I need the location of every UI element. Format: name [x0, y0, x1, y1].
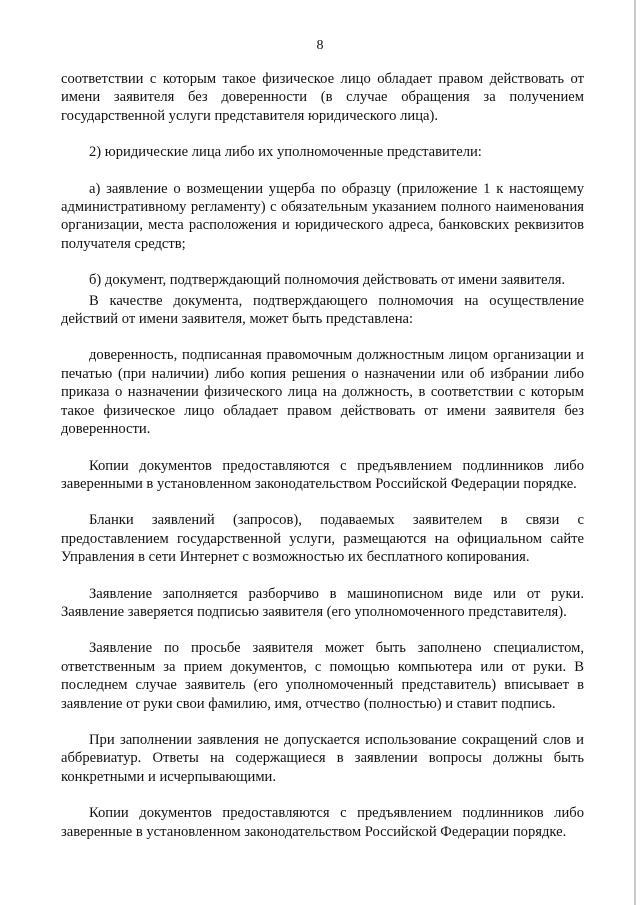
paragraph-specialist: Заявление по просьбе заявителя может быть заполнено специалистом, ответственным за прием документов, с помощью компьютера или от руки. В последнем случае заявитель (его уполномоченный представитель) вписывает в заявление от руки свои фамилию, имя, отчество (полностью) и ставит подпись. — [61, 640, 584, 712]
paragraph-filling: Заявление заполняется разборчиво в машинописном виде или от руки. Заявление заверяется подписью заявителя (его уполномоченного представителя). — [61, 585, 584, 620]
paragraph-copies-1: Копии документов предоставляются с предъявлением подлинников либо заверенными в установленном законодательством Российской Федерации порядке. — [61, 457, 584, 492]
paragraph-abbreviations: При заполнении заявления не допускается использование сокращений слов и аббревиатур. Ответы на содержащиеся в заявлении вопросы должны быть конкретными и исчерпывающими. — [61, 731, 584, 785]
document-body — [61, 70, 584, 841]
paragraph-legal-entities: 2) юридические лица либо их уполномоченные представители: — [89, 144, 482, 161]
paragraph-continuation: соответствии с которым такое физическое лицо обладает правом действовать от имени заявителя без доверенности (в случае обращения за получением государственной услуги представителя юридического лица). — [61, 71, 584, 124]
page-number: 8 — [316, 38, 324, 53]
paragraph-authority-document: В качестве документа, подтверждающего полномочия на осуществление действий от имени заявителя, может быть представлена: — [61, 292, 584, 328]
paragraph-power-of-attorney: доверенность, подписанная правомочным должностным лицом организации и печатью (при наличии) либо копия решения о назначении или об избрании либо приказа о назначении физического лица на должность, в соответствии с которым такое физическое лицо обладает правом действовать от имени заявителя без доверенности. — [61, 347, 584, 438]
paragraph-item-a: а) заявление о возмещении ущерба по образцу (приложение 1 к настоящему административному регламенту) с обязательным указанием полного наименования организации, места расположения и юридического адреса, банковских реквизитов получателя средств; — [61, 180, 584, 252]
paragraph-item-b: б) документ, подтверждающий полномочия действовать от имени заявителя. — [89, 272, 566, 289]
page-edge-divider — [634, 0, 636, 905]
paragraph-copies-2: Копии документов предоставляются с предъявлением подлинников либо заверенные в установленном законодательством Российской Федерации порядке. — [61, 805, 584, 840]
paragraph-forms: Бланки заявлений (запросов), подаваемых заявителем в связи с предоставлением государственной услуги, размещаются на официальном сайте Управления в сети Интернет с возможностью их бесплатного копирования. — [61, 512, 584, 566]
